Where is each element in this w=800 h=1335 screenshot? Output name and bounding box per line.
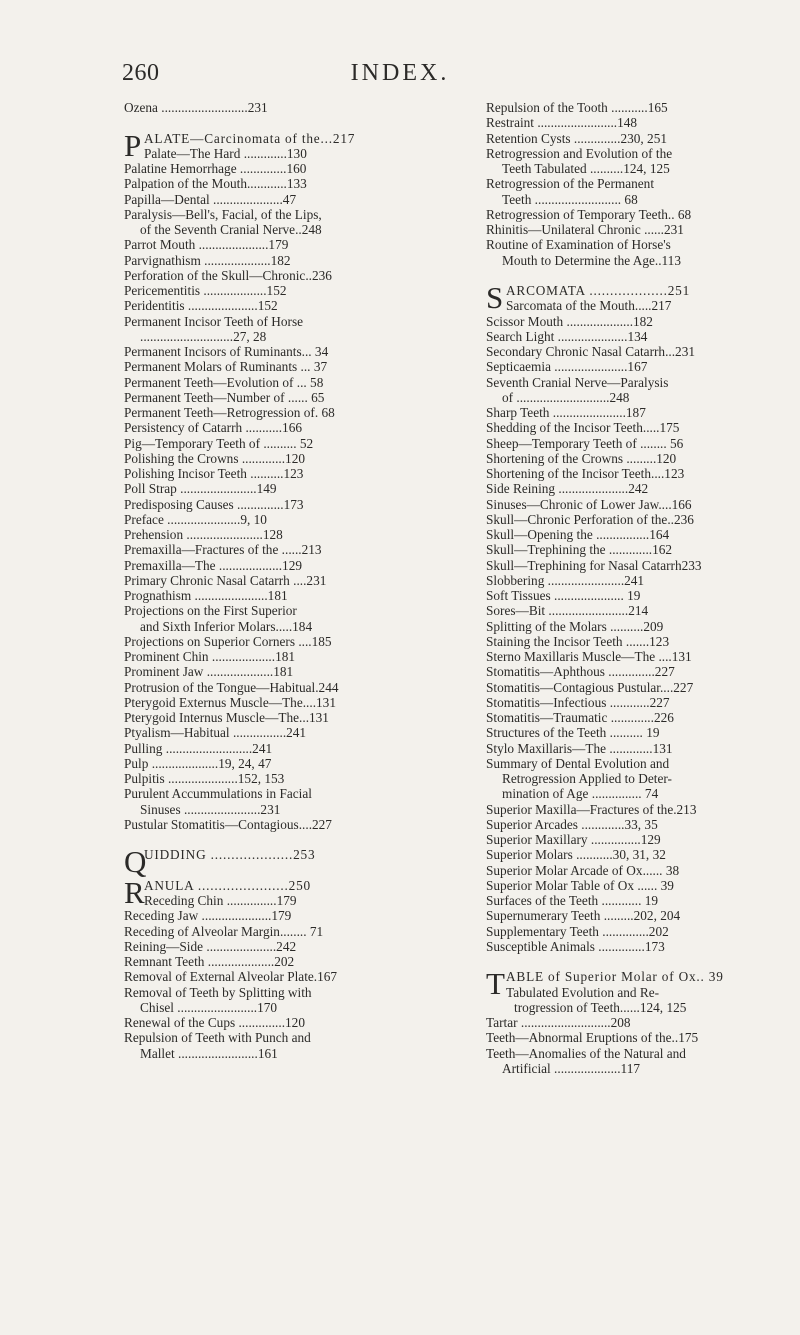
index-entry [486, 466, 776, 481]
index-entry [486, 222, 776, 237]
index-entry-line: Superior Arcades .............33, 35 [486, 816, 658, 832]
index-entry-line: of the Seventh Cranial Nerve..248 [140, 222, 322, 237]
index-entry [486, 664, 776, 679]
index-entry [124, 344, 414, 359]
index-entry [486, 237, 776, 268]
index-entry [486, 924, 776, 939]
index-entry [124, 497, 414, 512]
index-entry [486, 710, 776, 725]
index-entry-line: Skull—Chronic Perforation of the..236 [486, 511, 694, 527]
index-entry-line: Search Light .....................134 [486, 328, 648, 344]
index-entry-line: Septicaemia ......................167 [486, 359, 648, 375]
section-gap [486, 268, 776, 283]
index-entry [124, 1030, 414, 1061]
index-entry-line: Pterygoid Externus Muscle—The....131 [124, 694, 336, 710]
section-gap [124, 832, 414, 847]
index-entry-line: Sarcomata of the Mouth.....217 [506, 298, 672, 314]
index-entry [124, 542, 414, 557]
index-entry-line: Slobbering .......................241 [486, 572, 645, 588]
index-entry [486, 512, 776, 527]
index-entry [124, 985, 414, 1016]
index-entry [486, 1015, 776, 1030]
index-entry [486, 176, 776, 207]
index-entry [486, 420, 776, 435]
index-entry-line: Skull—Trephining for Nasal Catarrh233 [486, 557, 702, 573]
index-entry [486, 878, 776, 893]
index-entry-line: Ozena ..........................231 [124, 100, 268, 115]
index-entry-line: Superior Maxillary ...............129 [486, 832, 661, 847]
index-entry-line: ALATE—Carcinomata of the...217 [144, 130, 356, 146]
index-entry-line: Chisel ........................170 [140, 999, 278, 1015]
section-start-entry [486, 280, 776, 315]
index-entry [486, 451, 776, 466]
index-entry-line: Side Reining .....................242 [486, 481, 649, 497]
index-entry-line: Scissor Mouth ....................182 [486, 313, 653, 329]
index-entry-line: Mouth to Determine the Age..113 [502, 252, 681, 268]
index-entry-line: Permanent Teeth—Evolution of ... 58 [124, 374, 324, 390]
index-entry-line: Superior Molar Table of Ox ...... 39 [486, 877, 674, 893]
index-entry-line: Teeth—Abnormal Eruptions of the..175 [486, 1030, 699, 1046]
index-entry [124, 375, 414, 390]
index-entry-line: Stylo Maxillaris—The .............131 [486, 740, 673, 756]
index-entry-line: Shortening of the Incisor Teeth....123 [486, 466, 685, 481]
index-entry [124, 939, 414, 954]
index-entry-line: Repulsion of Teeth with Punch and [124, 1030, 311, 1046]
index-entry [124, 634, 414, 649]
index-entry [124, 207, 414, 238]
index-entry-line: Stomatitis—Infectious ............227 [486, 694, 670, 710]
index-entry [124, 390, 414, 405]
index-entry [486, 695, 776, 710]
page-header [0, 60, 800, 90]
index-entry [124, 1015, 414, 1030]
section-start-entry [124, 844, 414, 880]
index-entry-line: Permanent Incisors of Ruminants... 34 [124, 344, 329, 359]
index-entry-line: Prominent Jaw ....................181 [124, 664, 294, 680]
index-entry-line: Permanent Incisor Teeth of Horse [124, 313, 304, 329]
index-entry [486, 649, 776, 664]
index-entry-line: Skull—Trephining the .............162 [486, 542, 673, 558]
section-initial-letter: S [486, 280, 504, 315]
index-entry [124, 954, 414, 969]
index-entry-line: Routine of Examination of Horse's [486, 237, 671, 253]
index-entry [486, 481, 776, 496]
index-entry-line: Removal of External Alveolar Plate.167 [124, 969, 338, 985]
index-entry [486, 634, 776, 649]
index-entry-line: Protrusion of the Tongue—Habitual.244 [124, 679, 339, 695]
index-entry [124, 771, 414, 786]
index-entry-line: trogression of Teeth......124, 125 [514, 999, 687, 1015]
index-entry [486, 542, 776, 557]
index-entry [486, 344, 776, 359]
section-start-entry [486, 966, 776, 1015]
index-entry [486, 756, 776, 802]
index-entry [124, 558, 414, 573]
index-entry-line: Sores—Bit ........................214 [486, 603, 649, 619]
index-entry-line: Tartar ...........................208 [486, 1015, 631, 1030]
index-entry-line: Receding Jaw .....................179 [124, 908, 292, 924]
index-entry [486, 817, 776, 832]
section-gap [124, 863, 414, 878]
section-gap [486, 954, 776, 969]
index-entry-line: Palatine Hemorrhage ..............160 [124, 161, 307, 176]
section-start-entry [124, 127, 414, 163]
index-entry [486, 207, 776, 222]
index-entry-line: Premaxilla—The ...................129 [124, 557, 303, 573]
index-entry-line: Preface ......................9, 10 [124, 511, 267, 527]
index-entry [486, 436, 776, 451]
index-entry-line: Pulpitis .....................152, 153 [124, 771, 285, 786]
index-entry-line: Peridentitis .....................152 [124, 298, 278, 314]
index-entry [486, 146, 776, 177]
index-entry-line: Parvignathism ....................182 [124, 252, 291, 268]
index-entry [124, 405, 414, 420]
index-entry [486, 741, 776, 756]
index-entry-line: Retrogression of Temporary Teeth.. 68 [486, 206, 692, 222]
index-entry [124, 680, 414, 695]
index-entry [124, 725, 414, 740]
index-entry-line: Palate—The Hard .............130 [144, 145, 307, 161]
index-entry [124, 649, 414, 664]
index-entry [124, 908, 414, 923]
index-entry [124, 588, 414, 603]
index-entry-line: Prognathism ......................181 [124, 588, 288, 603]
index-entry [124, 969, 414, 984]
index-entry-line: Polishing Incisor Teeth ..........123 [124, 466, 304, 481]
section-gap [124, 115, 414, 130]
index-entry [486, 314, 776, 329]
index-entry [124, 298, 414, 313]
index-entry-line: Tabulated Evolution and Re- [506, 984, 660, 1000]
index-entry [124, 756, 414, 771]
index-entry-line: Retrogression of the Permanent [486, 176, 655, 192]
index-entry [486, 680, 776, 695]
index-entry-line: mination of Age ............... 74 [502, 786, 659, 802]
index-entry [124, 603, 414, 634]
index-entry-line: Sheep—Temporary Teeth of ........ 56 [486, 435, 684, 451]
index-entry [486, 405, 776, 420]
running-title: INDEX. [350, 60, 450, 86]
index-entry-line: Stomatitis—Aphthous ..............227 [486, 664, 675, 680]
index-entry [486, 908, 776, 923]
section-start-entry [124, 874, 414, 910]
index-entry [124, 436, 414, 451]
index-entry [486, 527, 776, 542]
section-initial-letter: R [124, 874, 145, 910]
index-entry-line: Retention Cysts ..............230, 251 [486, 130, 667, 146]
index-entry-line: Artificial ....................117 [502, 1060, 640, 1076]
index-entry [486, 603, 776, 618]
index-entry [486, 863, 776, 878]
index-entry [124, 420, 414, 435]
index-entry [486, 588, 776, 603]
index-entry-line: Sinuses—Chronic of Lower Jaw....166 [486, 496, 692, 512]
index-entry [486, 115, 776, 130]
index-entry-line: Supernumerary Teeth .........202, 204 [486, 908, 681, 924]
index-entry [486, 939, 776, 954]
index-entry-line: ANULA ......................250 [144, 877, 312, 893]
index-entry [124, 314, 414, 345]
index-entry [486, 832, 776, 847]
index-entry-line: Pustular Stomatitis—Contagious....227 [124, 816, 332, 832]
index-entry-line: Superior Molar Arcade of Ox...... 38 [486, 862, 680, 878]
index-entry-line: Pterygoid Internus Muscle—The...131 [124, 710, 329, 725]
index-entry [124, 161, 414, 176]
index-entry-line: Susceptible Animals ..............173 [486, 938, 665, 954]
index-entry-line: Pulp ....................19, 24, 47 [124, 755, 272, 771]
index-column-right [486, 100, 776, 1076]
index-entry-line: Persistency of Catarrh ...........166 [124, 420, 302, 436]
index-entry [486, 1030, 776, 1045]
index-entry-line: Permanent Teeth—Number of ...... 65 [124, 389, 325, 405]
index-entry-line: Sharp Teeth ......................187 [486, 405, 646, 420]
index-entry [124, 924, 414, 939]
index-entry [124, 786, 414, 817]
index-entry-line: Rhinitis—Unilateral Chronic ......231 [486, 222, 684, 237]
index-entry [124, 573, 414, 588]
index-entry-line: Reining—Side .....................242 [124, 938, 297, 954]
index-entry-line: Parrot Mouth .....................179 [124, 237, 289, 253]
index-entry-line: Mallet ........................161 [140, 1045, 278, 1061]
index-entry-line: Prehension .......................128 [124, 527, 283, 542]
index-entry [124, 664, 414, 679]
index-entry-line: Stomatitis—Traumatic .............226 [486, 710, 674, 725]
index-entry-line: Summary of Dental Evolution and [486, 755, 670, 771]
index-entry-line: Sinuses .......................231 [140, 801, 281, 817]
index-entry-line: Soft Tissues ..................... 19 [486, 588, 641, 603]
index-entry-line: Teeth Tabulated ..........124, 125 [502, 161, 670, 176]
index-entry-line: Pig—Temporary Teeth of .......... 52 [124, 435, 314, 451]
index-entry [486, 1046, 776, 1077]
index-entry [124, 481, 414, 496]
section-initial-letter: Q [124, 844, 147, 880]
index-entry [486, 497, 776, 512]
index-entry [124, 253, 414, 268]
index-entry [124, 237, 414, 252]
index-entry-line: Supplementary Teeth ..............202 [486, 923, 669, 939]
index-entry-line: Perforation of the Skull—Chronic..236 [124, 267, 332, 283]
index-entry-line: Pericementitis ...................152 [124, 283, 287, 298]
index-entry [124, 817, 414, 832]
index-entry [124, 466, 414, 481]
index-entry-line: Staining the Incisor Teeth .......123 [486, 633, 670, 649]
index-entry-line: Permanent Teeth—Retrogression of. 68 [124, 405, 335, 420]
index-entry-line: Remnant Teeth ....................202 [124, 954, 295, 969]
page-number: 260 [122, 60, 160, 86]
index-entry-line: Sterno Maxillaris Muscle—The ....131 [486, 649, 692, 664]
index-entry-line: Superior Molars ...........30, 31, 32 [486, 847, 666, 863]
section-initial-letter: T [486, 966, 505, 1002]
index-entry [486, 131, 776, 146]
index-entry-line: Secondary Chronic Nasal Catarrh...231 [486, 344, 695, 359]
index-entry-line: ............................27, 28 [140, 328, 267, 344]
index-entry-line: Pulling ..........................241 [124, 740, 273, 756]
index-entry-line: of ............................248 [502, 389, 630, 405]
index-entry [486, 619, 776, 634]
index-entry-line: Stomatitis—Contagious Pustular....227 [486, 679, 694, 695]
index-entry-line: UIDDING ....................253 [144, 847, 316, 863]
index-entry-line: Paralysis—Bell's, Facial, of the Lips, [124, 206, 322, 222]
index-entry-line: Projections on the First Superior [124, 603, 297, 619]
index-entry [124, 359, 414, 374]
index-entry [124, 741, 414, 756]
index-entry [486, 802, 776, 817]
index-entry-line: Ptyalism—Habitual ................241 [124, 725, 307, 741]
index-entry [124, 176, 414, 191]
index-entry [124, 512, 414, 527]
index-entry-line: Skull—Opening the ................164 [486, 527, 670, 542]
index-entry-line: Predisposing Causes ..............173 [124, 496, 304, 512]
index-entry [486, 329, 776, 344]
index-entry [124, 451, 414, 466]
index-entry-line: Primary Chronic Nasal Catarrh ....231 [124, 572, 327, 588]
index-entry-line: Permanent Molars of Ruminants ... 37 [124, 359, 328, 375]
index-entry [486, 359, 776, 374]
section-initial-letter: P [124, 127, 142, 163]
index-entry [124, 695, 414, 710]
index-entry [486, 573, 776, 588]
index-entry [124, 268, 414, 283]
index-entry [486, 725, 776, 740]
index-entry-line: and Sixth Inferior Molars.....184 [140, 618, 313, 634]
index-entry [486, 558, 776, 573]
index-entry-line: Repulsion of the Tooth ...........165 [486, 100, 668, 115]
index-entry-line: Receding of Alveolar Margin........ 71 [124, 923, 324, 939]
index-entry [124, 710, 414, 725]
index-entry-line: Teeth .......................... 68 [502, 191, 638, 207]
index-entry-line: Prominent Chin ...................181 [124, 649, 296, 664]
index-entry-line: Superior Maxilla—Fractures of the.213 [486, 801, 697, 817]
index-entry-line: Shortening of the Crowns .........120 [486, 450, 677, 466]
index-entry-line: Polishing the Crowns .............120 [124, 450, 305, 466]
index-entry-line: Receding Chin ...............179 [144, 893, 297, 908]
index-entry-line: Papilla—Dental .....................47 [124, 191, 297, 207]
index-entry-line: Shedding of the Incisor Teeth.....175 [486, 420, 680, 436]
index-entry-line: Seventh Cranial Nerve—Paralysis [486, 374, 669, 390]
index-entry-line: Renewal of the Cups ..............120 [124, 1015, 305, 1030]
index-entry-line: Structures of the Teeth .......... 19 [486, 725, 660, 741]
index-entry-line: Premaxilla—Fractures of the ......213 [124, 542, 322, 558]
index-entry-line: Retrogression and Evolution of the [486, 145, 673, 161]
index-entry [124, 192, 414, 207]
index-entry [486, 893, 776, 908]
index-entry [486, 847, 776, 862]
index-entry-line: Projections on Superior Corners ....185 [124, 633, 332, 649]
index-entry-line: Splitting of the Molars ..........209 [486, 618, 664, 634]
index-entry-line: Palpation of the Mouth............133 [124, 176, 307, 192]
index-entry-line: Surfaces of the Teeth ............ 19 [486, 893, 659, 908]
index-entry-line: Purulent Accummulations in Facial [124, 786, 312, 802]
index-entry-line: Teeth—Anomalies of the Natural and [486, 1045, 686, 1061]
index-entry-line: Removal of Teeth by Splitting with [124, 984, 312, 1000]
index-entry-line: ABLE of Superior Molar of Ox.. 39 [506, 969, 724, 985]
index-entry [486, 100, 776, 115]
index-column-left [124, 100, 414, 1061]
index-entry-line: Retrogression Applied to Deter- [502, 771, 672, 786]
index-entry-line: ARCOMATA ...................251 [506, 283, 691, 298]
index-entry [124, 100, 414, 115]
index-entry-line: Restraint ........................148 [486, 115, 638, 131]
index-entry [124, 527, 414, 542]
index-entry-line: Poll Strap .......................149 [124, 481, 277, 497]
index-entry [486, 375, 776, 406]
index-entry [124, 283, 414, 298]
